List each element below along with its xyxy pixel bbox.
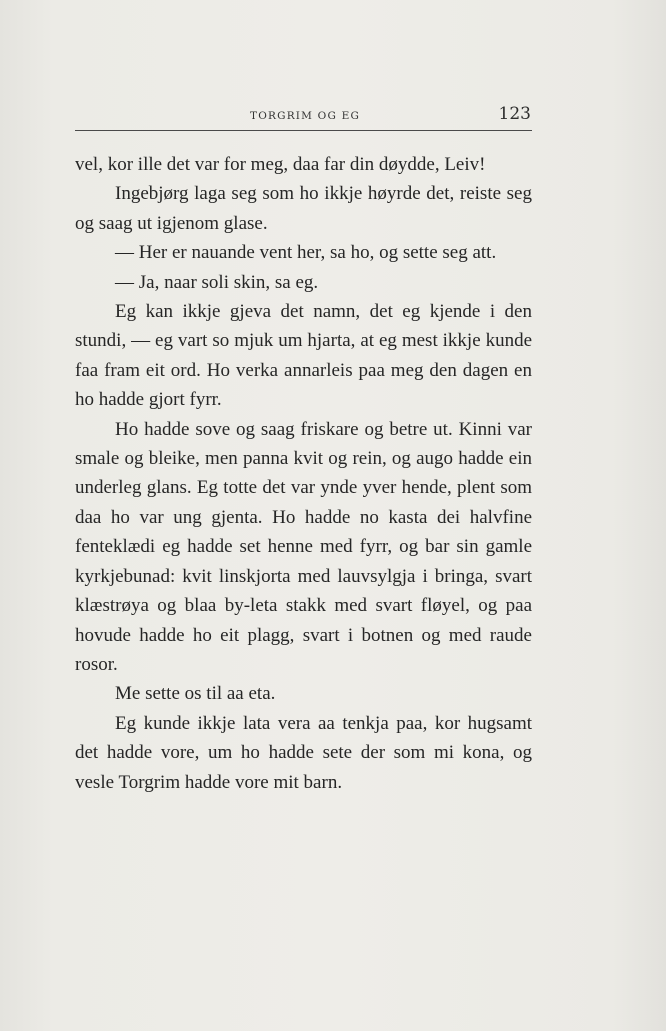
paragraph: — Her er nauande vent her, sa ho, og sette seg att. (115, 242, 497, 264)
paragraph: — Ja, naar soli skin, sa eg. (115, 271, 319, 293)
paragraph: Eg kan ikkje gjeva det namn, det eg kjende i den stundi, — eg vart so mjuk um hjarta, at eg mest ikkje kunde faa fram eit ord. Ho verka annarleis paa meg den dagen en ho hadde gjort fyrr. (75, 301, 532, 411)
paragraph: Ho hadde sove og saag friskare og betre ut. Kinni var smale og bleike, men panna kvit og rein, og augo hadde ein underleg glans. Eg totte det var ynde yver hende, plent som daa ho var ung gjenta. Ho hadde no kasta dei halvfine fenteklædi eg hadde set henne med fyrr, og bar sin gamle kyrkjebunad: kvit linskjorta med lauvsylgja i bringa, svart klæstrøya og blaa by-leta stakk med svart fløyel, og paa hovude hadde ho eit plagg, svart i botnen og med raude rosor. (75, 418, 532, 675)
paragraph: Ingebjørg laga seg som ho ikkje høyrde det, reiste seg og saag ut igjenom glase. (75, 183, 532, 234)
paragraph: Me sette os til aa eta. (115, 683, 276, 705)
running-title: TORGRIM OG EG (250, 110, 361, 122)
body-text (75, 150, 532, 797)
page-number: 123 (498, 104, 531, 124)
page-header (75, 104, 532, 128)
paragraph: vel, kor ille det var for meg, daa far din døydde, Leiv! (75, 154, 486, 175)
paragraph: Eg kunde ikkje lata vera aa tenkja paa, kor hugsamt det hadde vore, um ho hadde sete der som mi kona, og vesle Torgrim hadde vore mit barn. (75, 712, 532, 793)
header-rule (75, 130, 532, 131)
